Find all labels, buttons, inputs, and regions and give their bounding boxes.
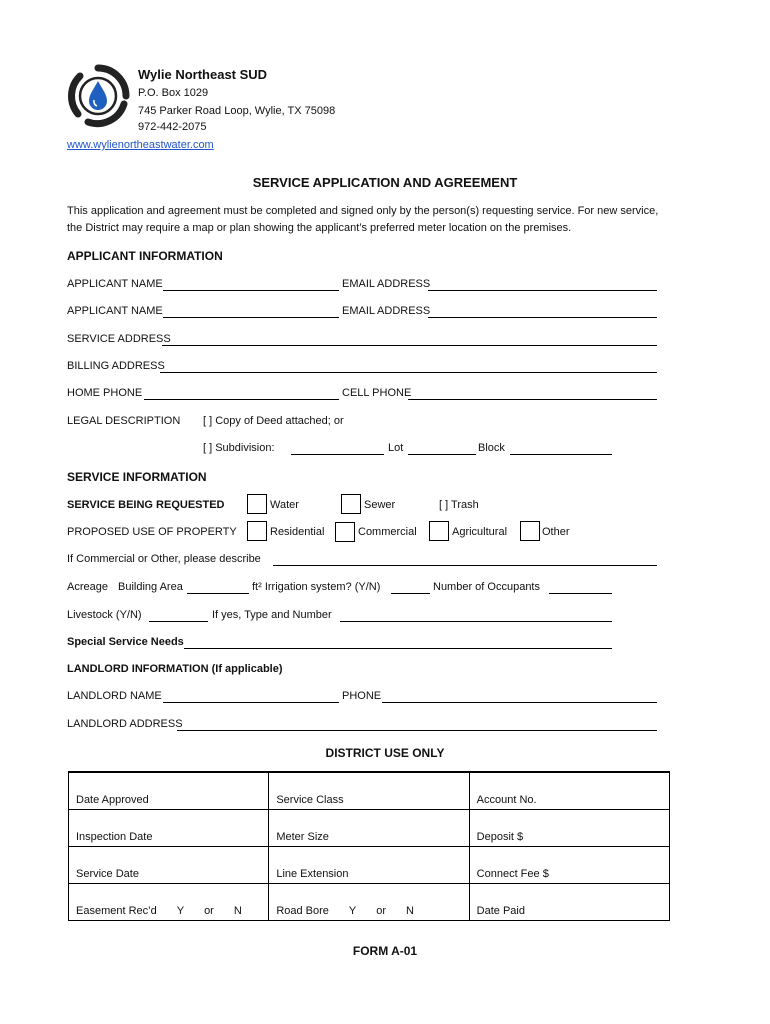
lot-field[interactable] bbox=[408, 454, 476, 455]
describe-field[interactable] bbox=[273, 565, 657, 566]
irrigation-label: ft² Irrigation system? (Y/N) bbox=[252, 581, 381, 593]
inspection-date-cell[interactable]: Inspection Date bbox=[69, 810, 269, 847]
service-address-label: SERVICE ADDRESS bbox=[67, 333, 171, 345]
intro-line-1: This application and agreement must be completed and signed only by the person(s) requesting service. For new service, bbox=[67, 205, 659, 217]
easement-no[interactable]: N bbox=[233, 905, 242, 917]
block-field[interactable] bbox=[510, 454, 612, 455]
other-option-label: Other bbox=[542, 526, 570, 538]
table-row bbox=[69, 772, 670, 810]
home-phone-field[interactable] bbox=[144, 399, 339, 400]
occupants-label: Number of Occupants bbox=[433, 581, 540, 593]
billing-address-label: BILLING ADDRESS bbox=[67, 360, 165, 372]
road-bore-cell[interactable] bbox=[269, 884, 469, 921]
meter-size-cell[interactable]: Meter Size bbox=[269, 810, 469, 847]
landlord-name-label: LANDLORD NAME bbox=[67, 690, 162, 702]
residential-checkbox[interactable] bbox=[247, 521, 267, 541]
livestock-type-label: If yes, Type and Number bbox=[212, 609, 332, 621]
cell-phone-label: CELL PHONE bbox=[342, 387, 412, 399]
occupants-field[interactable] bbox=[549, 593, 612, 594]
service-class-cell[interactable]: Service Class bbox=[269, 772, 469, 810]
email-field-2[interactable] bbox=[428, 317, 657, 318]
other-checkbox[interactable] bbox=[520, 521, 540, 541]
legal-description-label: LEGAL DESCRIPTION bbox=[67, 415, 181, 427]
table-row bbox=[69, 810, 670, 847]
intro-line-2: the District may require a map or plan showing the applicant’s preferred meter location on the premises. bbox=[67, 222, 572, 234]
landlord-name-field[interactable] bbox=[163, 702, 339, 703]
service-date-cell[interactable]: Service Date bbox=[69, 847, 269, 884]
building-area-label: Building Area bbox=[118, 581, 183, 593]
special-needs-field[interactable] bbox=[184, 648, 612, 649]
service-section-heading: SERVICE INFORMATION bbox=[67, 470, 207, 484]
commercial-checkbox[interactable] bbox=[335, 522, 355, 542]
table-row bbox=[69, 884, 670, 921]
home-phone-label: HOME PHONE bbox=[67, 387, 143, 399]
easement-cell[interactable] bbox=[69, 884, 269, 921]
applicant-name-label-1: APPLICANT NAME bbox=[67, 278, 163, 290]
residential-option-label: Residential bbox=[270, 526, 325, 538]
livestock-label: Livestock (Y/N) bbox=[67, 609, 142, 621]
road-bore-no[interactable]: N bbox=[406, 905, 414, 917]
billing-address-field[interactable] bbox=[160, 372, 657, 373]
subdivision-option[interactable]: [ ] Subdivision: bbox=[203, 442, 275, 454]
landlord-section-heading: LANDLORD INFORMATION (If applicable) bbox=[67, 663, 283, 675]
landlord-address-field[interactable] bbox=[177, 730, 657, 731]
email-field-1[interactable] bbox=[428, 290, 657, 291]
date-approved-cell[interactable]: Date Approved bbox=[69, 772, 269, 810]
date-paid-cell[interactable]: Date Paid bbox=[469, 884, 669, 921]
describe-label: If Commercial or Other, please describe bbox=[67, 553, 261, 565]
org-name: Wylie Northeast SUD bbox=[138, 67, 268, 82]
building-area-field[interactable] bbox=[187, 593, 249, 594]
connect-fee-cell[interactable]: Connect Fee $ bbox=[469, 847, 669, 884]
easement-or: or bbox=[204, 905, 214, 917]
deed-attached-option[interactable]: [ ] Copy of Deed attached; or bbox=[203, 415, 344, 427]
livestock-type-field[interactable] bbox=[340, 621, 612, 622]
livestock-field[interactable] bbox=[149, 621, 208, 622]
lot-label: Lot bbox=[388, 442, 404, 454]
agricultural-checkbox[interactable] bbox=[429, 521, 449, 541]
website-link[interactable]: www.wylienortheastwater.com bbox=[67, 139, 214, 151]
table-row bbox=[69, 847, 670, 884]
road-bore-yes[interactable]: Y bbox=[348, 905, 357, 917]
line-extension-cell[interactable]: Line Extension bbox=[269, 847, 469, 884]
road-bore-label: Road Bore bbox=[276, 905, 329, 917]
district-use-table bbox=[68, 771, 670, 921]
water-option-label: Water bbox=[270, 499, 299, 511]
email-label-1: EMAIL ADDRESS bbox=[342, 278, 431, 290]
easement-label: Easement Rec’d bbox=[76, 905, 157, 917]
landlord-phone-label: PHONE bbox=[342, 690, 382, 702]
district-logo bbox=[66, 64, 130, 128]
applicant-name-field-2[interactable] bbox=[163, 317, 339, 318]
service-requested-label: SERVICE BEING REQUESTED bbox=[67, 499, 225, 511]
landlord-address-label: LANDLORD ADDRESS bbox=[67, 718, 183, 730]
deposit-cell[interactable]: Deposit $ bbox=[469, 810, 669, 847]
email-label-2: EMAIL ADDRESS bbox=[342, 305, 431, 317]
form-title: SERVICE APPLICATION AND AGREEMENT bbox=[252, 175, 518, 190]
sewer-checkbox[interactable] bbox=[341, 494, 361, 514]
form-number: FORM A-01 bbox=[352, 944, 418, 958]
block-label: Block bbox=[478, 442, 505, 454]
road-bore-or: or bbox=[376, 905, 387, 917]
acreage-label: Acreage bbox=[67, 581, 108, 593]
commercial-option-label: Commercial bbox=[358, 526, 417, 538]
subdivision-field[interactable] bbox=[291, 454, 384, 455]
district-use-heading: DISTRICT USE ONLY bbox=[325, 746, 445, 760]
irrigation-field[interactable] bbox=[391, 593, 430, 594]
phone-number: 972-442-2075 bbox=[138, 121, 207, 133]
account-no-cell[interactable]: Account No. bbox=[469, 772, 669, 810]
applicant-name-field-1[interactable] bbox=[163, 290, 339, 291]
water-checkbox[interactable] bbox=[247, 494, 267, 514]
service-address-field[interactable] bbox=[162, 345, 657, 346]
sewer-option-label: Sewer bbox=[364, 499, 396, 511]
street-address: 745 Parker Road Loop, Wylie, TX 75098 bbox=[138, 105, 336, 117]
landlord-phone-field[interactable] bbox=[382, 702, 657, 703]
applicant-name-label-2: APPLICANT NAME bbox=[67, 305, 163, 317]
cell-phone-field[interactable] bbox=[408, 399, 657, 400]
proposed-use-label: PROPOSED USE OF PROPERTY bbox=[67, 526, 237, 538]
po-box: P.O. Box 1029 bbox=[138, 87, 209, 99]
special-needs-label: Special Service Needs bbox=[67, 636, 184, 648]
easement-yes[interactable]: Y bbox=[176, 905, 185, 917]
agricultural-option-label: Agricultural bbox=[452, 526, 508, 538]
water-drop-logo-icon bbox=[66, 64, 130, 128]
trash-option[interactable]: [ ] Trash bbox=[439, 499, 479, 511]
applicant-section-heading: APPLICANT INFORMATION bbox=[67, 249, 223, 263]
